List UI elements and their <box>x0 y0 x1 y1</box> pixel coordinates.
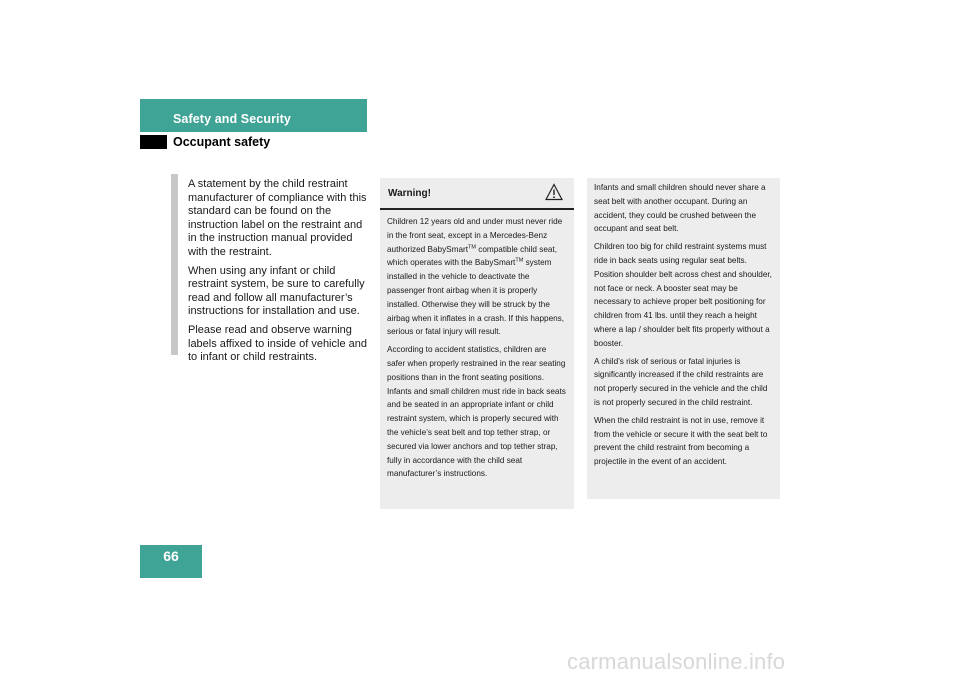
trademark: TM <box>515 257 524 264</box>
left-paragraph: When using any infant or child restraint system, be sure to carefully read and follow all manufacturer’s instructions for installation and use. <box>188 264 365 318</box>
trademark: TM <box>468 243 476 250</box>
warning-paragraph <box>387 215 566 339</box>
info-paragraph: When the child restraint is not in use, remove it from the vehicle or secure it with the seat belt to prevent the child restraint from becoming a projectile in the event of an accident. <box>594 415 768 467</box>
warning-text: Children 12 years old and under must never ride in the front seat, except in a Mercedes-Benz authorized BabySmart <box>387 217 563 254</box>
left-column <box>188 178 370 370</box>
info-box <box>587 178 780 499</box>
section-title: Safety and Security <box>173 112 291 126</box>
left-column-bar <box>171 174 178 355</box>
left-paragraph: A statement by the child restraint manufacturer of compliance with this standard can be found on the instruction label on the restraint and in the instruction manual provided with the restraint. <box>188 178 367 258</box>
warning-triangle-icon <box>545 183 563 201</box>
left-paragraph: Please read and observe warning labels affixed to inside of vehicle and to infant or child restraints. <box>188 323 367 364</box>
warning-header <box>380 178 574 210</box>
warning-paragraph: According to accident statistics, children are safer when properly restrained in the rear seating positions than in the front seating positions. Infants and small children must ride in back seats and be seated in an appropriate infant or child restraint system, which is properly secured with the vehicle’s seat belt and top tether strap, or secured via lower anchors and top tether strap, fully in accordance with the child seat manufacturer’s instructions. <box>387 345 566 479</box>
info-paragraph: Infants and small children should never share a seat belt with another occupant. During an accident, they could be crushed between the occupant and seat belt. <box>594 183 766 234</box>
warning-box <box>380 178 574 509</box>
page-number-box <box>140 545 202 578</box>
info-body <box>587 178 780 469</box>
subsection-title: Occupant safety <box>173 135 271 149</box>
warning-text: system installed in the vehicle to deactivate the passenger front airbag when it is properly installed. Otherwise they will be struck by the airbag when it inflates in a crash. If this happens, serious or fatal injury will result. <box>387 258 565 337</box>
info-paragraph: A child’s risk of serious or fatal injuries is significantly increased if the child restraints are not properly secured in the vehicle and the child is not properly secured in the child restraint. <box>594 356 768 407</box>
info-paragraph: Children too big for child restraint systems must ride in back seats using regular seat belts. Position shoulder belt across chest and shoulder, not face or neck. A booster seat may be necessary to achieve proper belt positioning for children from 41 lbs. until they reach a height where a lap / shoulder belt fits properly without a booster. <box>594 242 772 348</box>
warning-title: Warning! <box>388 188 431 199</box>
page-number: 66 <box>163 548 179 564</box>
section-marker <box>140 135 167 149</box>
warning-body <box>380 210 574 481</box>
warning-text: compatible child seat, which operates with the BabySmart <box>387 244 557 268</box>
watermark: carmanualsonline.info <box>567 649 786 674</box>
